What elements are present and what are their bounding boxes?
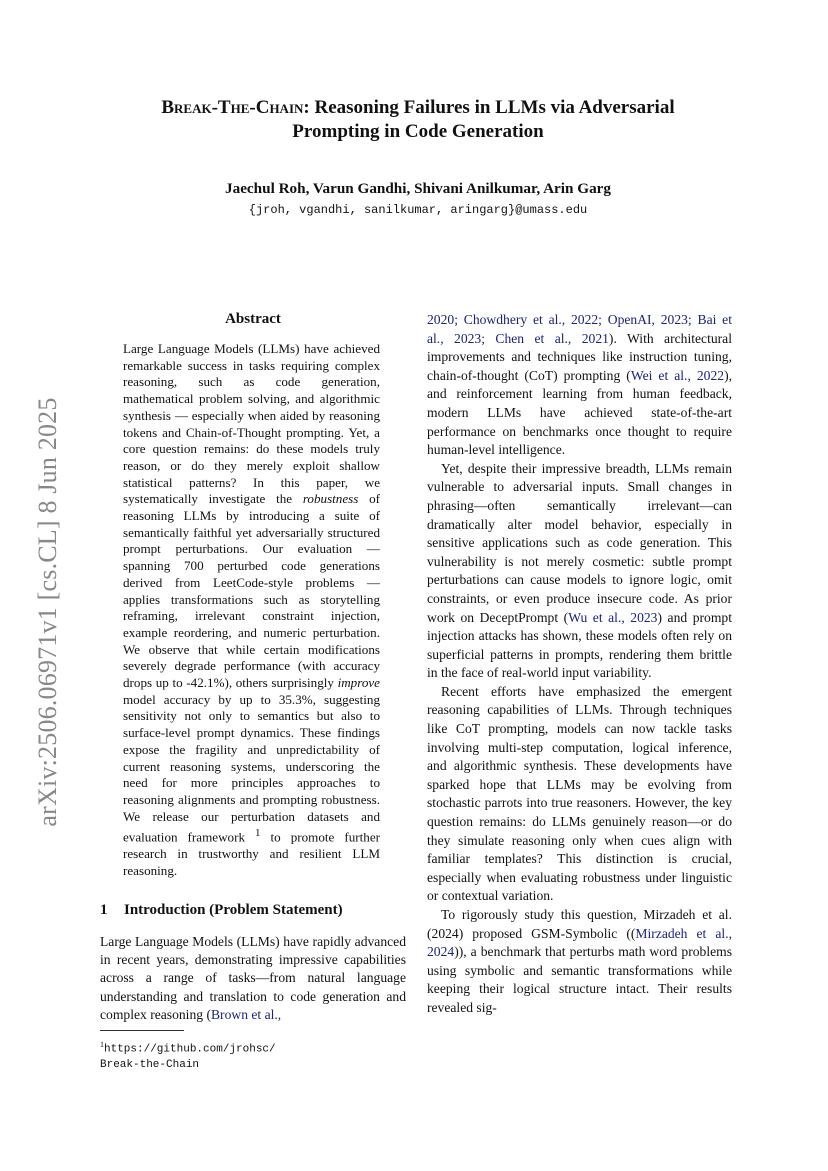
abstract-heading: Abstract — [225, 311, 281, 327]
citation-link[interactable]: Wei et al., 2022 — [630, 367, 725, 383]
abstract-emphasis-improve: improve — [337, 675, 380, 691]
paragraph-text: ) and prompt injection attacks has shown, these models often rely on superficial patterns in prompts, rendering them brittle in the face of real-world input variability. — [427, 609, 732, 681]
title-line2: Prompting in Code Generation — [292, 121, 544, 142]
citation-link[interactable]: Brown et al., — [210, 1006, 282, 1022]
footnote — [100, 1037, 276, 1073]
paragraph-text: To rigorously study this question, Mirzadeh et al. (2024) proposed GSM-Symbolic (( — [427, 907, 732, 941]
paragraph-text: Yet, despite their impressive breadth, LLMs remain vulnerable to adversarial inputs. Small changes in phrasing—often semantically irrelevant—can dramatically alter model behavior, especially in sensitive applications such as code generation. This vulnerability is not merely cosmetic: subtle prompt perturbations can cause models to ignore logic, omit constraints, or even produce insecure code. As prior work on DeceptPrompt ( — [427, 460, 732, 625]
abstract-text-2: of reasoning LLMs by introducing a suite of semantically faithful yet adversarially structured prompt perturbations. Our evaluation — spanning 700 perturbed code generations derived from LeetCode-style problems — applies transformations such as storytelling reframing, irrelevant constraint injection, example reordering, and numeric perturbation. We observe that while certain modifications severely degrade performance (with accuracy drops up to -42.1%), others surprisingly — [123, 491, 380, 691]
footnote-rule — [100, 1030, 184, 1031]
footnote-marker[interactable]: 1 — [255, 827, 261, 840]
abstract-body — [123, 341, 380, 880]
arxiv-identifier: arXiv:2506.06971v1 [cs.CL] 8 Jun 2025 — [33, 397, 62, 827]
section-title: Introduction (Problem Statement) — [124, 902, 343, 918]
paragraph-text: )), a benchmark that perturbs math word problems using symbolic and semantic transformations while keeping their logical structure intact. Their results revealed sig- — [427, 944, 732, 1015]
paper-title — [100, 96, 736, 144]
footnote-number: 1 — [100, 1040, 104, 1049]
footnote-url-line2[interactable]: Break-the-Chain — [100, 1058, 200, 1071]
abstract-text-4: to promote further research in trustworthy and resilient LLM reasoning. — [123, 829, 380, 879]
footnote-url-line1[interactable]: https://github.com/jrohsc/ — [104, 1043, 276, 1056]
title-line1: : Reasoning Failures in LLMs via Adversarial — [303, 97, 675, 118]
intro-paragraph — [100, 933, 406, 1024]
abstract-text-1: Large Language Models (LLMs) have achieved remarkable success in tasks requiring complex reasoning, such as code generation, mathematical problem solving, and algorithmic synthesis — especially when aided by reasoning tokens and Chain-of-Thought prompting. Yet, a core question remains: do these models truly reason, or do they merely exploit shallow statistical patterns? In this paper, we systematically investigate the — [123, 341, 380, 507]
citation-link[interactable]: Wu et al., 2023 — [568, 609, 658, 625]
abstract-emphasis-robustness: robustness — [302, 491, 359, 507]
paragraph-vulnerability — [427, 460, 732, 683]
author-emails: {jroh, vgandhi, sanilkumar, aringarg}@umass.edu — [248, 203, 588, 217]
paragraph-text: ). With architectural improvements and techniques like instruction tuning, chain-of-thought (CoT) prompting ( — [427, 330, 732, 383]
citation-link[interactable]: Mirzadeh et al., 2024 — [427, 925, 732, 960]
right-column-text — [427, 311, 732, 1018]
paragraph-reasoning: Recent efforts have emphasized the emergent reasoning capabilities of LLMs. Through techniques like CoT prompting, models can now tackle tasks involving multi-step computation, logical inference, and algorithmic synthesis. These developments have sparked hope that LLMs may be evolving from stochastic parrots into true reasoners. However, the key question remains: do LLMs genuinely reason—or do they simulate reasoning only when cues align with familiar templates? This distinction is crucial, especially when evaluating robustness under linguistic or contextual variation. — [427, 683, 732, 904]
section-heading — [100, 902, 343, 919]
paragraph-text: ), and reinforcement learning from human feedback, modern LLMs have achieved state-of-the-art performance on benchmarks once thought to require human-level intelligence. — [427, 367, 733, 458]
citation-group[interactable]: 2020; Chowdhery et al., 2022; OpenAI, 2023; Bai et al., 2023; Chen et al., 2021 — [427, 312, 732, 346]
section-number: 1 — [100, 902, 108, 918]
abstract-text-3: model accuracy by up to 35.3%, suggesting sensitivity not only to semantics but also to surface-level prompt dynamics. These findings expose the fragility and unpredictability of current reasoning systems, underscoring the need for more principles approaches to reasoning alignments and prompting robustness. We release our perturbation datasets and evaluation framework — [123, 691, 380, 845]
paragraph-continued — [427, 311, 732, 460]
title-prefix: Break-The-Chain — [161, 97, 304, 118]
paragraph-gsm-symbolic — [427, 906, 732, 1018]
author-list: Jaechul Roh, Varun Gandhi, Shivani Anilkumar, Arin Garg — [225, 180, 611, 197]
intro-text: Large Language Models (LLMs) have rapidly advanced in recent years, demonstrating impressive capabilities across a range of tasks—from natural language understanding and translation to code generation and complex reasoning ( — [100, 934, 406, 1022]
